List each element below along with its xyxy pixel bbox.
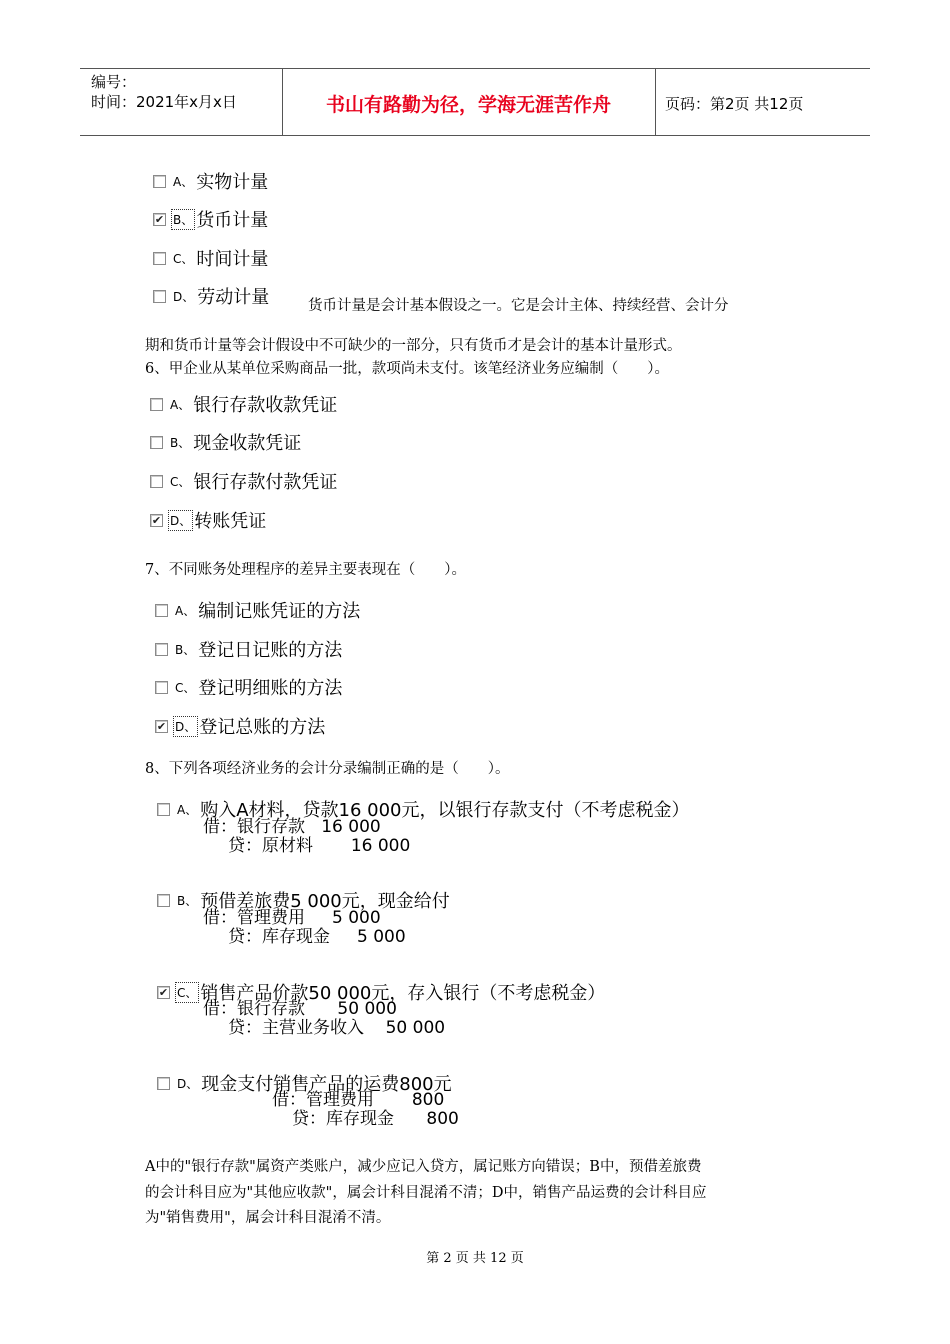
checkbox-checked[interactable]: ✔: [154, 212, 165, 226]
q7-option-d[interactable]: [155, 713, 325, 739]
q6-option-d[interactable]: [150, 507, 266, 533]
option-text: 现金支付销售产品的运费800元: [201, 1074, 452, 1095]
checkbox[interactable]: [150, 475, 163, 488]
q7-question: 7、不同账务处理程序的差异主要表现在（ ）。: [145, 562, 466, 578]
serial-label: 编号：: [91, 73, 137, 91]
option-text: 销售产品价款50 000元，存入银行（不考虑税金）: [200, 983, 606, 1004]
option-letter: D、: [173, 289, 195, 304]
option-letter: A、: [175, 603, 196, 618]
option-text: 现金收款凭证: [193, 433, 302, 454]
option-text: 实物计量: [196, 172, 269, 193]
header-motto: 书山有路勤为径，学海无涯苦作舟: [325, 94, 611, 116]
option-letter: B、: [177, 893, 198, 908]
q8-explanation-line1: A中的"银行存款"属资产类账户，减少应记入贷方，属记账方向错误；B中，预借差旅费: [145, 1159, 702, 1175]
time-label: 时间：2021年x月x日: [91, 93, 237, 111]
q8-a-credit-line: 贷：原材料 16 000: [228, 836, 411, 856]
q8-a-debit-line: 借：银行存款 16 000: [203, 817, 381, 837]
checkbox[interactable]: [155, 604, 168, 617]
option-text: 货币计量: [196, 210, 269, 231]
checkbox[interactable]: [153, 290, 166, 303]
checkbox-checked[interactable]: ✔: [158, 985, 169, 999]
q8-question: 8、下列各项经济业务的会计分录编制正确的是（ ）。: [145, 761, 510, 777]
option-text: 登记总账的方法: [199, 717, 326, 738]
checkbox[interactable]: [153, 252, 166, 265]
checkbox[interactable]: [150, 436, 163, 449]
option-text: 劳动计量: [197, 287, 270, 308]
option-text: 银行存款付款凭证: [193, 472, 338, 493]
option-text: 时间计量: [196, 249, 269, 270]
option-text: 登记日记账的方法: [198, 640, 343, 661]
option-letter: B、: [173, 212, 194, 227]
q8-explanation-line2: 的会计科目应为"其他应收款"，属会计科目混淆不清；D中，销售产品运费的会计科目应: [145, 1185, 707, 1201]
option-letter: C、: [173, 251, 194, 266]
checkbox[interactable]: [153, 175, 166, 188]
header-divider-right: [655, 68, 656, 135]
option-text: 银行存款收款凭证: [193, 395, 338, 416]
option-letter: C、: [175, 680, 196, 695]
q5-option-b[interactable]: [153, 206, 268, 232]
checkbox[interactable]: [155, 643, 168, 656]
option-text: 购入A材料，贷款16 000元，以银行存款支付（不考虑税金）: [200, 800, 690, 821]
option-letter: D、: [175, 719, 197, 734]
option-text: 登记明细账的方法: [198, 678, 343, 699]
q6-option-c[interactable]: [150, 468, 337, 494]
checkbox[interactable]: [157, 894, 170, 907]
option-letter: D、: [177, 1076, 199, 1091]
q8-d-debit-line: 借：管理费用 800: [272, 1090, 445, 1110]
option-text: 编制记账凭证的方法: [198, 601, 361, 622]
checkbox-checked[interactable]: ✔: [151, 513, 162, 527]
option-letter: B、: [170, 435, 191, 450]
option-letter: A、: [173, 174, 194, 189]
option-letter: A、: [177, 802, 198, 817]
q5-option-a[interactable]: [153, 168, 268, 194]
q8-c-credit-line: 贷：主营业务收入 50 000: [228, 1018, 446, 1038]
q7-option-a[interactable]: [155, 597, 360, 623]
q8-b-credit-line: 贷：库存现金 5 000: [228, 927, 406, 947]
checkbox[interactable]: [155, 681, 168, 694]
checkbox[interactable]: [157, 803, 170, 816]
header-page-info: 页码：第2页 共12页: [665, 95, 804, 113]
option-letter: B、: [175, 642, 196, 657]
q5-explanation-line2: 期和货币计量等会计假设中不可缺少的一部分，只有货币才是会计的基本计量形式。: [145, 338, 682, 354]
option-letter: C、: [177, 985, 198, 1000]
q5-explanation-line1: 货币计量是会计基本假设之一。它是会计主体、持续经营、会计分: [308, 298, 729, 314]
option-letter: C、: [170, 474, 191, 489]
q8-explanation-line3: 为"销售费用"，属会计科目混淆不清。: [145, 1210, 391, 1226]
q6-option-a[interactable]: [150, 391, 337, 417]
option-letter: A、: [170, 397, 191, 412]
q6-option-b[interactable]: [150, 429, 301, 455]
checkbox[interactable]: [157, 1077, 170, 1090]
option-text: 预借差旅费5 000元，现金给付: [200, 891, 450, 912]
q7-option-c[interactable]: [155, 674, 342, 700]
header-bottom-rule: [80, 135, 870, 136]
q8-b-debit-line: 借：管理费用 5 000: [203, 908, 381, 928]
page-footer: 第 2 页 共 12 页: [426, 1251, 524, 1266]
q7-option-b[interactable]: [155, 636, 342, 662]
q5-option-c[interactable]: [153, 245, 268, 271]
option-letter: D、: [170, 513, 192, 528]
header-meta: [91, 72, 237, 112]
checkbox-checked[interactable]: ✔: [156, 719, 167, 733]
q8-c-debit-line: 借：银行存款 50 000: [203, 999, 397, 1019]
option-text: 转账凭证: [194, 511, 267, 532]
q6-question: 6、甲企业从某单位采购商品一批，款项尚未支付。该笔经济业务应编制（ ）。: [145, 361, 669, 377]
checkbox[interactable]: [150, 398, 163, 411]
header-top-rule: [80, 68, 870, 69]
q8-d-credit-line: 贷：库存现金 800: [292, 1109, 459, 1129]
q5-option-d[interactable]: [153, 283, 269, 309]
